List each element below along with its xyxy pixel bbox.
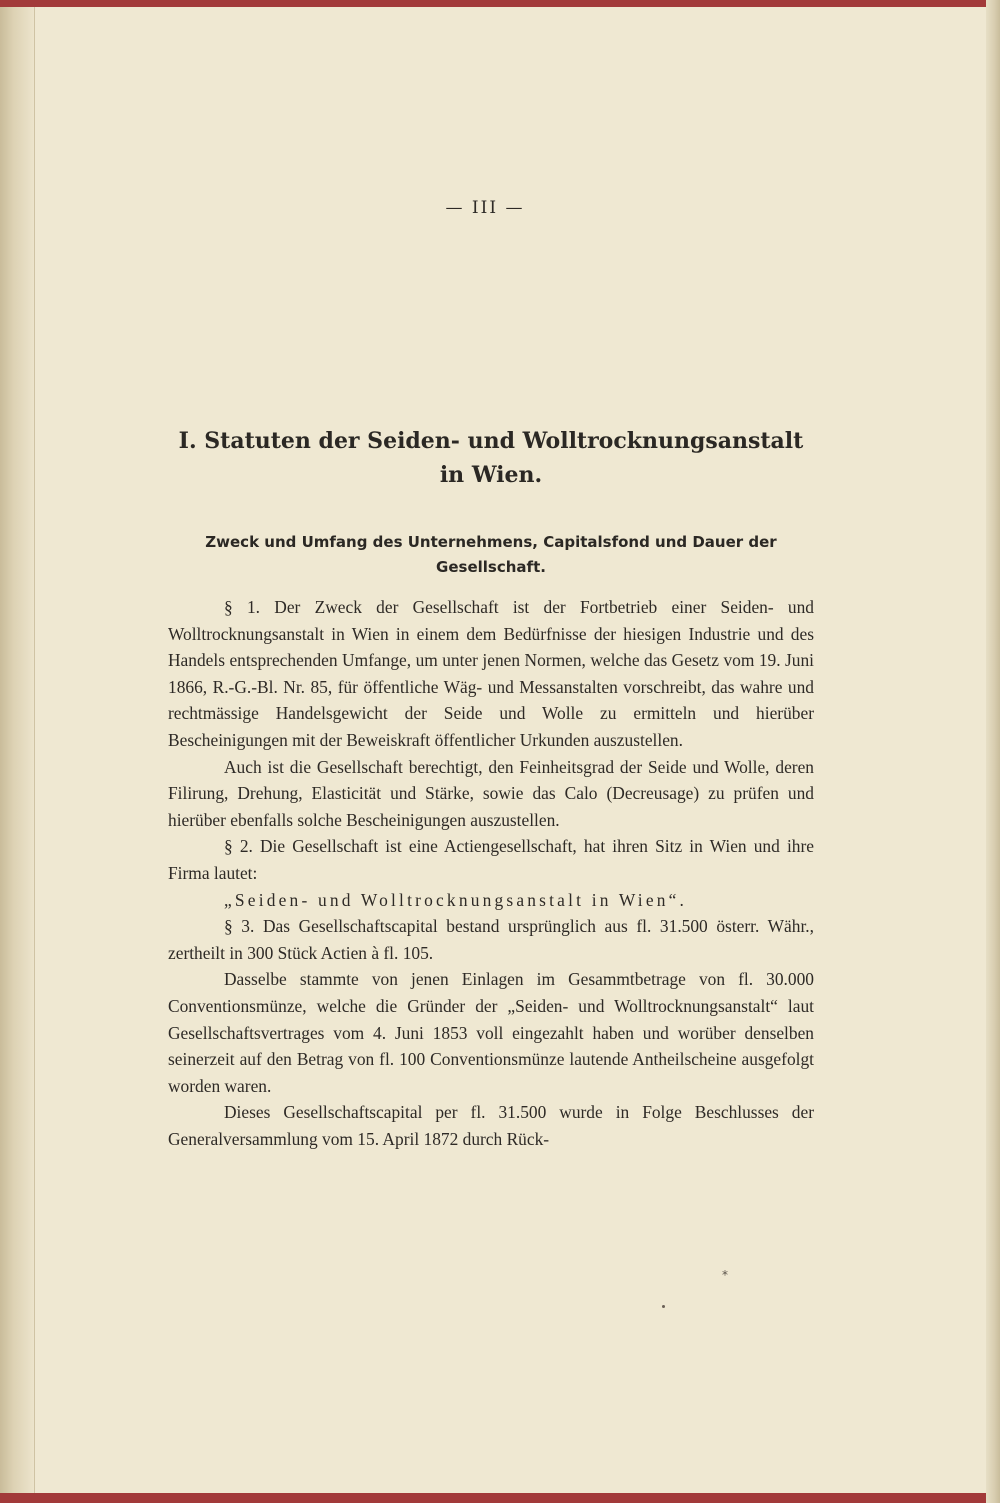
paragraph-1: § 1. Der Zweck der Gesellschaft ist der Fortbetrieb einer Seiden- und Wolltrocknungsanstalt in Wien in einem dem Bedürfnisse der hiesigen Industrie und des Handels entsprechenden Umfange, um unter jenen Normen, welche das Gesetz vom 19. Juni 1866, R.-G.-Bl. Nr. 85, für öffentliche Wäg- und Messanstalten vorschreibt, das wahre und rechtmässige Handelsgewicht der Seide und Wolle zu ermitteln und hierüber Bescheinigungen mit der Beweiskraft öffentlicher Urkunden auszustellen.: [168, 597, 814, 750]
paragraph-firm-name: „Seiden- und Wolltrocknungsanstalt in Wien“.: [224, 889, 688, 910]
right-page-edge: [986, 0, 1000, 1503]
page-number: — III —: [445, 198, 525, 218]
signature-mark: *: [722, 1268, 728, 1282]
section-heading: Zweck und Umfang des Unternehmens, Capitalsfond und Dauer der Gesellschaft.: [205, 533, 777, 576]
paragraph-4: § 3. Das Gesellschaftscapital bestand ursprünglich aus fl. 31.500 österr. Währ., zertheilt in 300 Stück Actien à fl. 105.: [168, 916, 814, 963]
paragraph-5: Dasselbe stammte von jenen Einlagen im Gesammtbetrage von fl. 30.000 Conventionsmünze, welche die Gründer der „Seiden- und Wolltrocknungsanstalt“ laut Gesellschaftsvertrages vom 4. Juni 1853 voll eingezahlt haben und worüber denselben seinerzeit auf den Betrag von fl. 100 Conventionsmünze lautende Antheilscheine ausgefolgt worden waren.: [168, 969, 814, 1096]
paragraph-3: § 2. Die Gesellschaft ist eine Actiengesellschaft, hat ihren Sitz in Wien und ihre Firma lautet:: [168, 836, 814, 883]
page-binding-edge: [0, 0, 35, 1503]
paragraph-6: Dieses Gesellschaftscapital per fl. 31.500 wurde in Folge Beschlusses der Generalversammlung vom 15. April 1872 durch Rück-: [168, 1102, 814, 1149]
top-page-edge: [0, 0, 1000, 7]
ink-speck: [662, 1305, 665, 1308]
page-title: [168, 424, 814, 492]
paragraph-2: Auch ist die Gesellschaft berechtigt, den Feinheitsgrad der Seide und Wolle, deren Filirung, Drehung, Elasticität und Stärke, sowie das Calo (Decreusage) zu prüfen und hierüber ebenfalls solche Bescheinigungen auszustellen.: [168, 756, 814, 830]
bottom-page-edge: [0, 1493, 1000, 1503]
title-line-2: in Wien.: [439, 462, 543, 488]
title-line-1: I. Statuten der Seiden- und Wolltrocknungsanstalt: [178, 428, 804, 454]
body-text: [168, 594, 814, 1152]
